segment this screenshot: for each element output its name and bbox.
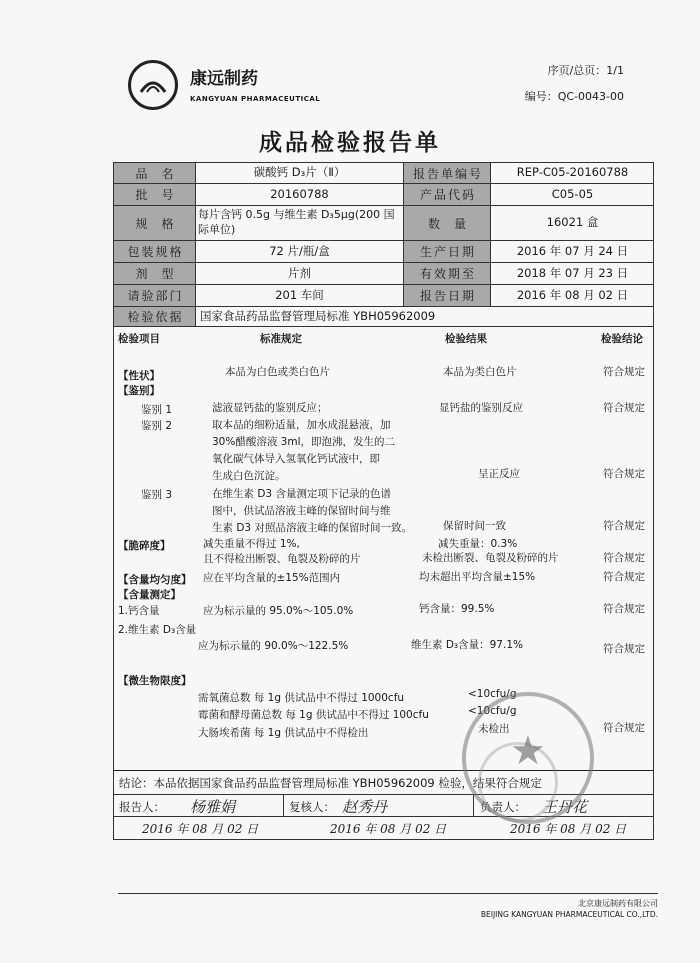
- reporter-label: 报告人：: [119, 800, 165, 814]
- document-code: 编号：QC-0043-00: [524, 90, 624, 103]
- assay1-conclusion: 符合规定: [603, 603, 645, 615]
- quantity-label: 数量: [404, 206, 490, 240]
- expiry-label: 有效期至: [404, 263, 490, 284]
- col-head-conclusion: 检验结论: [601, 333, 643, 345]
- seal-star-icon: ★: [510, 728, 546, 774]
- ident3-standard-line: 生素 D3 对照品溶液主峰的保留时间一致。: [212, 522, 412, 534]
- micro2-result: <10cfu/g: [468, 705, 517, 717]
- ident2-standard-line: 30%醋酸溶液 3ml，即泡沸，发生的二: [212, 436, 396, 448]
- uniformity-heading: 【含量均匀度】: [118, 574, 192, 586]
- assay2-label: 2.维生素 D₃含量: [118, 624, 197, 636]
- page-number: 序页/总页：1/1: [547, 64, 624, 77]
- appearance-standard: 本品为白色或类白色片: [225, 366, 330, 378]
- footer-company-cn: 北京康远制药有限公司: [578, 899, 658, 908]
- name-value: 碳酸钙 D₃片（Ⅱ）: [253, 165, 346, 180]
- uniformity-standard: 应在平均含量的±15%范围内: [203, 572, 341, 584]
- spec-value: 每片含钙 0.5g 与维生素 D₃5μg(200 国际单位): [198, 208, 395, 236]
- batch-label: 批号: [114, 184, 195, 205]
- ident2-conclusion: 符合规定: [603, 468, 645, 480]
- appearance-conclusion: 符合规定: [603, 366, 645, 378]
- reviewer-signature: 赵秀丹: [342, 798, 388, 816]
- ident1-label: 鉴别 1: [141, 404, 173, 416]
- micro1-result: <10cfu/g: [468, 688, 517, 700]
- product-code-value: C05-05: [551, 186, 594, 201]
- report-no-label: 报告单编号: [404, 163, 490, 183]
- company-name: 康远制药: [190, 69, 258, 89]
- ident1-conclusion: 符合规定: [603, 402, 645, 414]
- friability-result: 减失重量：0.3%: [438, 538, 518, 550]
- report-no-value: REP-C05-20160788: [516, 165, 629, 180]
- micro3-result: 未检出: [478, 723, 510, 735]
- assay2-standard: 应为标示量的 90.0%～122.5%: [198, 640, 349, 652]
- ident3-conclusion: 符合规定: [603, 520, 645, 532]
- ident3-result: 保留时间一致: [443, 520, 506, 532]
- assay2-result: 维生素 D₃含量：97.1%: [411, 639, 523, 651]
- manager-label: 负责人：: [480, 800, 526, 814]
- company-name-en: KANGYUAN PHARMACEUTICAL: [190, 95, 321, 103]
- reviewer-date: 2016 年 08 月 02 日: [330, 822, 447, 836]
- friability-standard: 减失重量不得过 1%,: [203, 538, 300, 550]
- column-divider: [473, 794, 474, 816]
- friability-standard-2: 且不得检出断裂、龟裂及粉碎的片: [203, 553, 361, 565]
- form-value: 片剂: [288, 265, 311, 280]
- manager-signature: 王丹花: [542, 798, 588, 816]
- footer-company-en: BEIJING KANGYUAN PHARMACEUTICAL CO.,LTD.: [480, 910, 658, 919]
- appearance-heading: 【性状】: [118, 370, 160, 382]
- micro-conclusion: 符合规定: [603, 722, 645, 734]
- assay1-result: 钙含量：99.5%: [419, 603, 495, 615]
- ident1-result: 显钙盐的鉴别反应: [439, 402, 523, 414]
- uniformity-conclusion: 符合规定: [603, 571, 645, 583]
- basis-label: 检验依据: [114, 307, 195, 326]
- report-date-label: 报告日期: [404, 285, 490, 306]
- ident2-label: 鉴别 2: [141, 420, 173, 432]
- ident2-standard-line: 氧化碳气体导入氢氧化钙试液中，即: [212, 453, 380, 465]
- report-date-value: 2016 年 08 月 02 日: [516, 287, 629, 302]
- ident2-standard-line: 取本品的细粉适量，加水成混悬液，加: [212, 419, 391, 431]
- quantity-value: 16021 盒: [546, 215, 599, 230]
- assay2-conclusion: 符合规定: [603, 643, 645, 655]
- ident2-result: 呈正反应: [478, 468, 520, 480]
- friability-result-2: 未检出断裂、龟裂及粉碎的片: [422, 552, 559, 564]
- appearance-result: 本品为类白色片: [443, 366, 517, 378]
- pack-label: 包装规格: [114, 241, 195, 262]
- batch-value: 20160788: [270, 186, 329, 201]
- friability-heading: 【脆碎度】: [118, 540, 171, 552]
- manager-date: 2016 年 08 月 02 日: [510, 822, 627, 836]
- mfg-date-value: 2016 年 07 月 24 日: [516, 243, 629, 258]
- assay1-standard: 应为标示量的 95.0%～105.0%: [203, 605, 354, 617]
- micro3-standard: 大肠埃希菌 每 1g 供试品中不得检出: [198, 727, 369, 739]
- micro1-standard: 需氧菌总数 每 1g 供试品中不得过 1000cfu: [198, 692, 405, 704]
- column-divider: [283, 794, 284, 816]
- micro2-standard: 霉菌和酵母菌总数 每 1g 供试品中不得过 100cfu: [198, 709, 429, 721]
- basis-value: 国家食品药品监督管理局标准 YBH05962009: [200, 308, 436, 323]
- page-title: 成品检验报告单: [259, 130, 441, 156]
- row-divider: [113, 326, 654, 327]
- ident3-standard-line: 图中，供试品溶液主峰的保留时间与维: [212, 505, 391, 517]
- col-head-item: 检验项目: [118, 333, 160, 345]
- dept-label: 请验部门: [114, 285, 195, 306]
- footer-rule: [118, 893, 658, 894]
- assay1-label: 1.钙含量: [118, 605, 160, 617]
- col-head-standard: 标准规定: [260, 333, 302, 345]
- col-head-result: 检验结果: [445, 333, 487, 345]
- ident-heading: 【鉴别】: [118, 385, 160, 397]
- product-code-label: 产品代码: [404, 184, 490, 205]
- mfg-date-label: 生产日期: [404, 241, 490, 262]
- reporter-signature: 杨雅娟: [190, 798, 236, 816]
- friability-conclusion: 符合规定: [603, 552, 645, 564]
- spec-label: 规格: [114, 206, 195, 240]
- ident2-standard-line: 生成白色沉淀。: [212, 470, 286, 482]
- assay-heading: 【含量测定】: [118, 589, 181, 601]
- form-label: 剂型: [114, 263, 195, 284]
- reporter-date: 2016 年 08 月 02 日: [142, 822, 259, 836]
- dept-value: 201 车间: [275, 287, 324, 302]
- micro-heading: 【微生物限度】: [118, 675, 192, 687]
- expiry-value: 2018 年 07 月 23 日: [516, 265, 629, 280]
- uniformity-result: 均未超出平均含量±15%: [419, 571, 536, 583]
- reviewer-label: 复核人：: [289, 800, 335, 814]
- ident3-standard-line: 在维生素 D3 含量测定项下记录的色谱: [212, 488, 391, 500]
- conclusion-text: 结论：本品依据国家食品药品监督管理局标准 YBH05962009 检验，结果符合规定: [119, 776, 542, 790]
- ident1-standard: 滤液显钙盐的鉴别反应；: [212, 402, 328, 414]
- name-label: 品名: [114, 163, 195, 183]
- ident3-label: 鉴别 3: [141, 489, 173, 501]
- logo-mark-icon: [138, 72, 168, 96]
- pack-value: 72 片/瓶/盒: [269, 243, 330, 258]
